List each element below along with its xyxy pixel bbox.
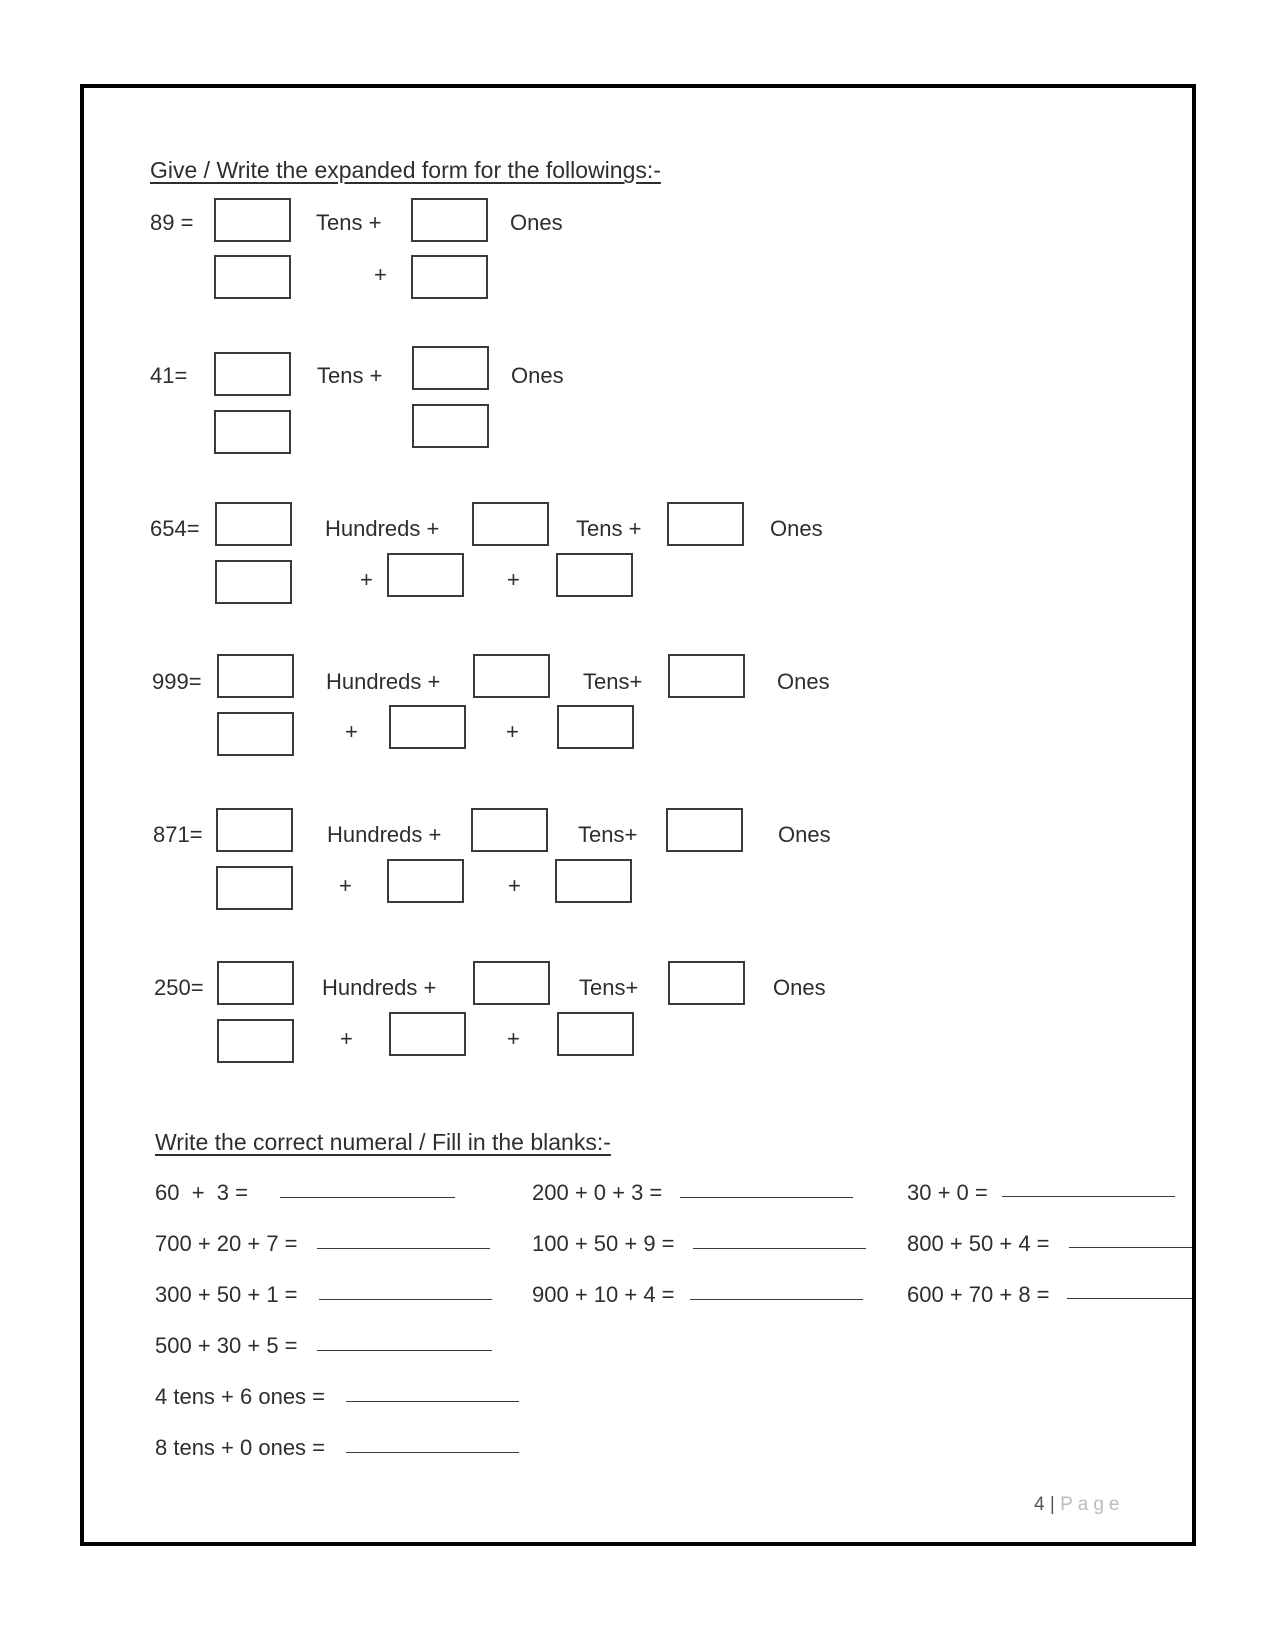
tens-plus-label: Tens + [316,210,382,235]
answer-box-tens-value[interactable] [387,859,464,903]
equation-label: 30 + 0 = [907,1180,988,1205]
plus-sign: + [507,567,520,592]
answer-box-tens-value[interactable] [387,553,464,597]
page-number: 4 [1034,1494,1045,1515]
answer-box-ones-value[interactable] [412,404,489,448]
plus-sign: + [508,873,521,898]
answer-box-ones-count[interactable] [411,198,488,242]
hundreds-plus-label: Hundreds + [325,516,440,541]
equation-label: 700 + 20 + 7 = [155,1231,298,1256]
plus-sign: + [340,1026,353,1051]
answer-blank[interactable] [317,1248,490,1249]
answer-box-tens-count[interactable] [472,502,549,546]
answer-box-ones-value[interactable] [556,553,633,597]
equation-label: 600 + 70 + 8 = [907,1282,1050,1307]
answer-blank[interactable] [1067,1298,1192,1299]
number-label-871: 871= [153,822,203,847]
answer-box-ones-value[interactable] [411,255,488,299]
answer-box-hundreds-count[interactable] [216,808,293,852]
tens-plus-label: Tens+ [583,669,643,694]
answer-box-hundreds-count[interactable] [215,502,292,546]
plus-sign: + [345,719,358,744]
answer-blank[interactable] [1069,1247,1192,1248]
answer-box-tens-count[interactable] [214,198,291,242]
answer-box-tens-value[interactable] [214,255,291,299]
number-label-250: 250= [154,975,204,1000]
answer-blank[interactable] [280,1197,455,1198]
answer-box-tens-count[interactable] [471,808,548,852]
section-heading-expanded-form: Give / Write the expanded form for the followings:- [150,157,661,183]
answer-blank[interactable] [690,1299,863,1300]
equation-label: 300 + 50 + 1 = [155,1282,298,1307]
plus-sign: + [360,567,373,592]
answer-blank[interactable] [317,1350,492,1351]
equation-label: 800 + 50 + 4 = [907,1231,1050,1256]
page-footer [1034,1494,1124,1516]
plus-sign: + [374,262,387,287]
answer-box-ones-count[interactable] [667,502,744,546]
answer-box-hundreds-count[interactable] [217,654,294,698]
ones-label: Ones [778,822,831,847]
answer-blank[interactable] [346,1401,519,1402]
answer-box-tens-count[interactable] [473,654,550,698]
equation-label: 200 + 0 + 3 = [532,1180,663,1205]
ones-label: Ones [770,516,823,541]
answer-box-ones-value[interactable] [557,1012,634,1056]
answer-blank[interactable] [680,1197,853,1198]
answer-box-tens-value[interactable] [389,1012,466,1056]
equation-label: 100 + 50 + 9 = [532,1231,675,1256]
tens-plus-label: Tens+ [578,822,638,847]
answer-box-tens-value[interactable] [389,705,466,749]
footer-separator: | [1049,1494,1055,1515]
answer-box-ones-value[interactable] [555,859,632,903]
answer-blank[interactable] [346,1452,519,1453]
answer-box-hundreds-value[interactable] [217,712,294,756]
answer-box-ones-count[interactable] [668,654,745,698]
answer-box-tens-count[interactable] [473,961,550,1005]
equation-label: 900 + 10 + 4 = [532,1282,675,1307]
answer-box-ones-count[interactable] [666,808,743,852]
ones-label: Ones [511,363,564,388]
answer-blank[interactable] [693,1248,866,1249]
hundreds-plus-label: Hundreds + [326,669,441,694]
equation-label: 8 tens + 0 ones = [155,1435,326,1460]
answer-box-hundreds-count[interactable] [217,961,294,1005]
equation-label: 60 + 3 = [155,1180,248,1205]
ones-label: Ones [510,210,563,235]
answer-box-tens-count[interactable] [214,352,291,396]
tens-plus-label: Tens + [576,516,642,541]
answer-box-ones-value[interactable] [557,705,634,749]
answer-box-hundreds-value[interactable] [215,560,292,604]
answer-box-ones-count[interactable] [412,346,489,390]
plus-sign: + [506,719,519,744]
plus-sign: + [339,873,352,898]
page-label: Page [1060,1494,1125,1515]
answer-blank[interactable] [1002,1196,1175,1197]
number-label-41: 41= [150,363,188,388]
equation-label: 4 tens + 6 ones = [155,1384,326,1409]
number-label-654: 654= [150,516,200,541]
hundreds-plus-label: Hundreds + [322,975,437,1000]
hundreds-plus-label: Hundreds + [327,822,442,847]
plus-sign: + [507,1026,520,1051]
tens-plus-label: Tens + [317,363,383,388]
equation-label: 500 + 30 + 5 = [155,1333,298,1358]
answer-box-hundreds-value[interactable] [216,866,293,910]
tens-plus-label: Tens+ [579,975,639,1000]
section-heading-fill-blanks: Write the correct numeral / Fill in the blanks:- [155,1129,611,1155]
ones-label: Ones [773,975,826,1000]
answer-box-ones-count[interactable] [668,961,745,1005]
answer-box-hundreds-value[interactable] [217,1019,294,1063]
number-label-89: 89 = [150,210,194,235]
ones-label: Ones [777,669,830,694]
answer-box-tens-value[interactable] [214,410,291,454]
number-label-999: 999= [152,669,202,694]
answer-blank[interactable] [319,1299,492,1300]
